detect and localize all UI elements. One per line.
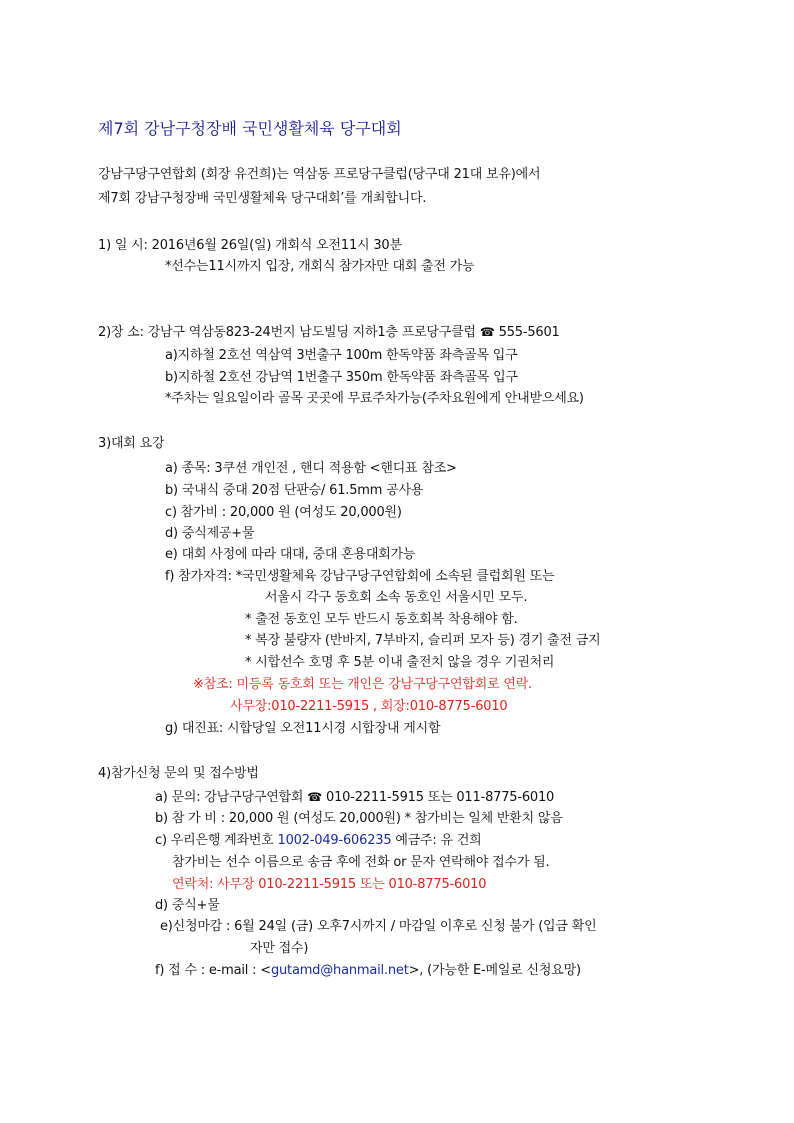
rules-item-a: a) 종목: 3쿠션 개인전 , 핸디 적용함 <핸디표 참조> (165, 461, 457, 476)
venue-direction-b: b)지하철 2호선 강남역 1번출구 350m 한독약품 좌측골목 입구 (165, 370, 518, 385)
rules-item-e: e) 대회 사정에 따라 대대, 중대 혼용대회가능 (165, 547, 416, 562)
reference-note: ※참조: 미등록 동호회 또는 개인은 강남구당구연합회로 연락. (193, 677, 532, 692)
venue-line (98, 323, 560, 342)
venue-parking-note: *주차는 일요일이라 골목 곳곳에 무료주차가능(주차요원에게 안내받으세요) (165, 391, 584, 406)
section-heading-application: 4)참가신청 문의 및 접수방법 (98, 766, 259, 781)
venue-address: 2)장 소: 강남구 역삼동823-24번지 남도빌딩 지하1층 프로당구클럽 (98, 325, 476, 340)
rules-item-b: b) 국내식 중대 20점 단판승/ 61.5mm 공사용 (165, 483, 424, 498)
bank-account-number: 1002-049-606235 (277, 833, 392, 848)
rules-item-c: c) 참가비 : 20,000 원 (여성도 20,000원) (165, 505, 402, 520)
application-item-e: e)신청마감 : 6월 24일 (금) 오후7시까지 / 마감일 이후로 신청 불가 (입금 확인 (160, 919, 597, 934)
rules-item-f-uniform: * 출전 동호인 모두 반드시 동호회복 착용해야 함. (245, 612, 518, 627)
phone-icon: ☎ (479, 325, 495, 339)
application-item-d: d) 중식+물 (155, 898, 220, 913)
rules-item-d: d) 중식제공+물 (165, 526, 255, 541)
reference-contacts: 사무장:010-2211-5915 , 회장:010-8775-6010 (230, 699, 508, 714)
application-item-b: b) 참 가 비 : 20,000 원 (여성도 20,000원) * 참가비는 일체 반환치 않음 (155, 811, 563, 826)
page-title: 제7회 강남구청장배 국민생활체육 당구대회 (98, 119, 402, 138)
email-label: f) 접 수 : e-mail : < (155, 963, 271, 978)
application-contact: 연락처: 사무장 010-2211-5915 또는 010-8775-6010 (172, 877, 487, 892)
rules-item-f: f) 참가자격: *국민생활체육 강남구당구연합회에 소속된 클럽회원 또는 (165, 569, 555, 584)
inquiry-phones: 010-2211-5915 또는 011-8775-6010 (326, 790, 555, 805)
section-heading-rules: 3)대회 요강 (98, 436, 165, 451)
application-item-f (155, 962, 581, 980)
schedule-line: 1) 일 시: 2016년6월 26일(일) 개회식 오전11시 30분 (98, 238, 402, 253)
email-note: >, (가능한 E-메일로 신청요망) (408, 963, 581, 978)
intro-line-2: 제7회 강남구청장배 국민생활체육 당구대회’를 개최합니다. (98, 191, 427, 206)
application-item-c (155, 832, 482, 850)
application-item-a (155, 788, 554, 807)
rules-item-g: g) 대진표: 시합당일 오전11시경 시합장내 게시함 (165, 721, 441, 736)
email-link[interactable]: gutamd@hanmail.net (270, 963, 409, 978)
inquiry-label: a) 문의: 강남구당구연합회 (155, 790, 304, 805)
phone-icon: ☎ (307, 790, 323, 804)
rules-item-f-cont: 서울시 각구 동호회 소속 동호인 서울시민 모두. (265, 590, 528, 605)
account-holder: 예금주: 유 건희 (395, 833, 482, 848)
application-item-c-note: 참가비는 선수 이름으로 송금 후에 전화 or 문자 연락해야 접수가 됨. (172, 855, 550, 870)
venue-direction-a: a)지하철 2호선 역삼역 3번출구 100m 한독약품 좌측골목 입구 (165, 348, 518, 363)
venue-phone: 555-5601 (498, 325, 560, 340)
intro-line-1: 강남구당구연합회 (회장 유건희)는 역삼동 프로당구클럽(당구대 21대 보유)에서 (98, 167, 541, 182)
rules-item-f-forfeit: * 시합선수 호명 후 5분 이내 출전치 않을 경우 기권처리 (245, 655, 555, 670)
schedule-note: *선수는11시까지 입장, 개회식 참가자만 대회 출전 가능 (165, 259, 475, 274)
bank-label: c) 우리은행 계좌번호 (155, 833, 274, 848)
rules-item-f-dress: * 복장 불량자 (반바지, 7부바지, 슬리퍼 모자 등) 경기 출전 금지 (245, 633, 601, 648)
application-item-e-cont: 자만 접수) (250, 941, 309, 956)
